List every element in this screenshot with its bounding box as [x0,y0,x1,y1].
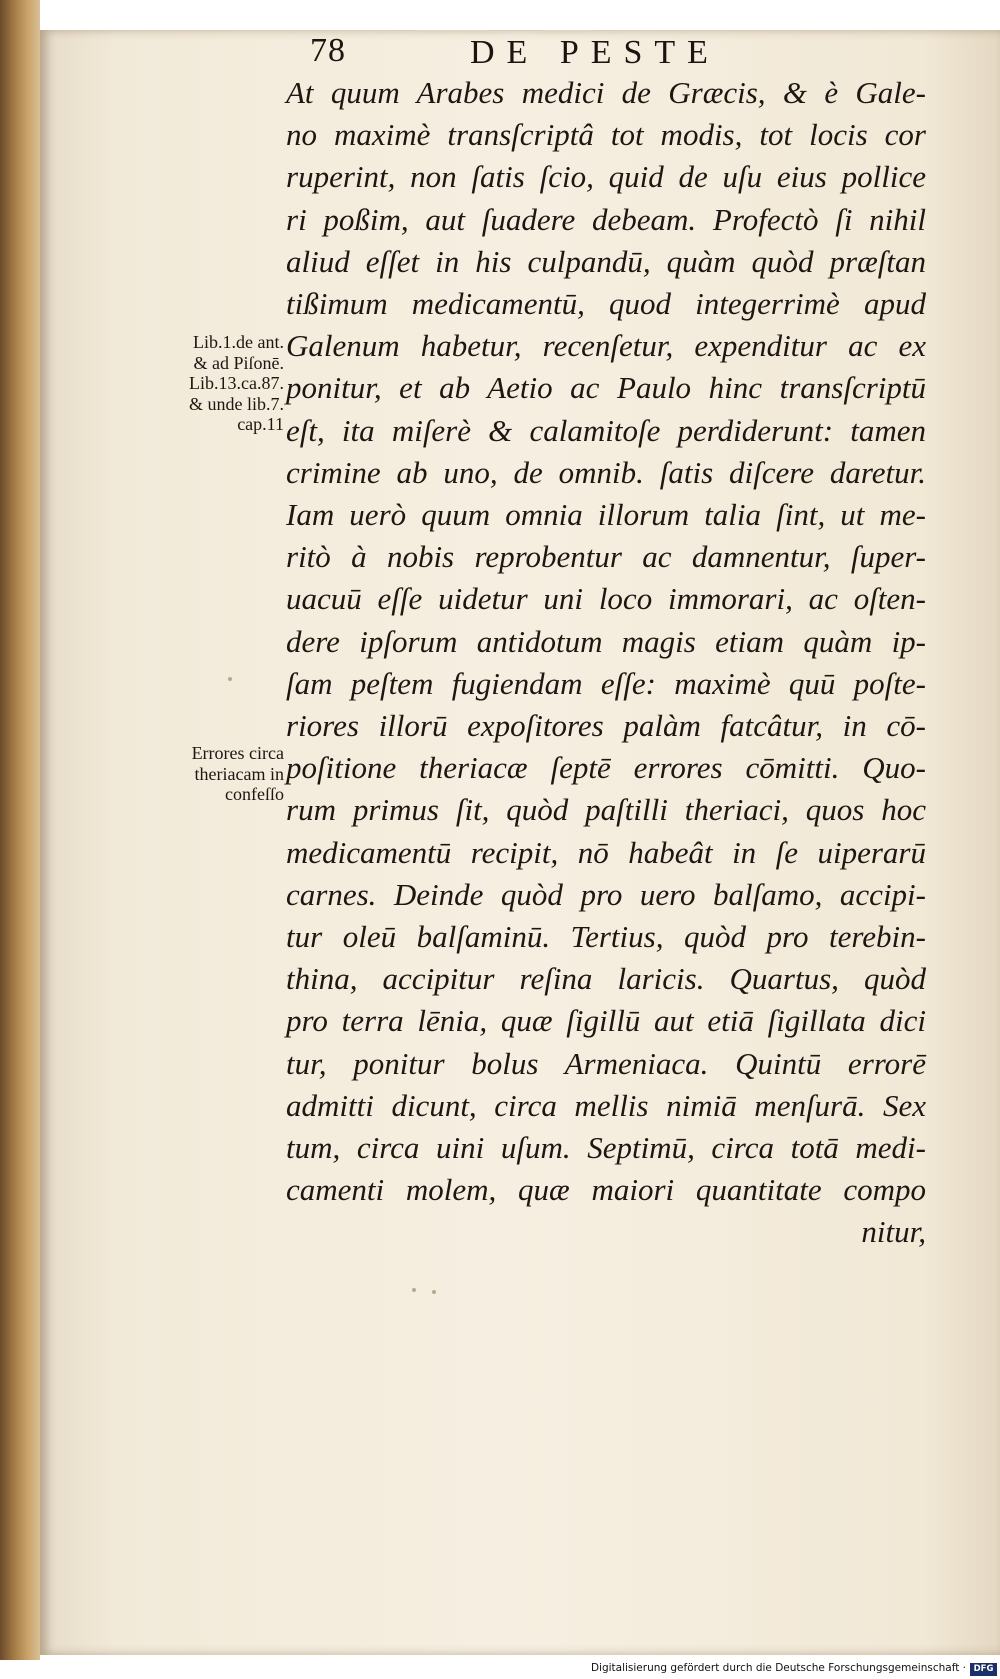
text-line: tum, circa uini uſum. Septimū, circa totā medi- [286,1130,926,1166]
text-line: crimine ab uno, de omnib. ſatis diſcere daretur. [286,454,926,490]
text-line: Galenum habetur, recenſetur, expenditur ac ex [286,328,926,364]
text-line: Iam uerò quum omnia illorum talia ſint, ut me- [286,497,926,533]
text-line: ritò à nobis reprobentur ac damnentur, ſuper- [286,539,926,575]
text-line: riores illorū expoſitores palàm fatcâtur, in cō- [286,708,926,744]
marginal-note-line: theriacam in [194,763,284,784]
paper-speck [228,677,232,681]
text-line: ponitur, et ab Aetio ac Paulo hinc transſcriptū [286,370,926,406]
dfg-logo: DFG [970,1663,997,1676]
text-line: tur, ponitur bolus Armeniaca. Quintū errorē [286,1045,926,1081]
text-line: dere ipſorum antidotum magis etiam quàm ip- [286,623,926,659]
marginal-note-line: Lib.13.ca.87. [189,373,284,393]
text-line: carnes. Deinde quòd pro uero balſamo, accipi- [286,876,926,912]
funding-credit: Digitalisierung gefördert durch die Deutsche Forschungsgemeinschaft · [590,1662,966,1674]
text-line: eſt, ita miſerè & calamitoſe perdiderunt: tamen [286,412,926,448]
text-line: camenti molem, quæ maiori quantitate compo [286,1172,926,1208]
catchword-line: nitur, [861,1214,926,1250]
text-line: At quum Arabes medici de Græcis, & è Gale- [286,75,926,110]
text-line: rum primus ſit, quòd paſtilli theriaci, quos hoc [286,792,926,828]
marginal-note-line: cap.11 [237,414,284,434]
marginal-note-line: Errores circa [191,743,284,763]
marginal-note-references [136,332,284,435]
book-spine-edge [0,0,40,1660]
text-line: no maximè transſcriptâ tot modis, tot locis cor [286,117,926,153]
digitization-footer [0,1660,1000,1679]
text-line: tißimum medicamentū, quod integerrimè apud [286,286,926,322]
running-title: DE PESTE [470,34,720,71]
marginal-note-line: Lib.1.de ant. [193,332,284,352]
text-line: pro terra lēnia, quæ ſigillū aut etiā ſigillata dici [286,1003,926,1039]
text-line: poſitione theriacæ ſeptē errores cōmitti. Quo- [286,750,926,786]
text-line: ruperint, non ſatis ſcio, quid de uſu eius pollice [286,159,926,195]
text-line: uacuū eſſe uidetur uni loco immorari, ac oſten- [286,581,926,617]
text-line: admitti dicunt, circa mellis nimiā menſurā. Sex [286,1087,926,1123]
marginal-note-line: & ad Piſonē. [193,352,284,373]
text-line: ri poßim, aut ſuadere debeam. Profectò ſi nihil [286,201,926,237]
text-line: tur oleū balſaminū. Tertius, quòd pro terebin- [286,919,926,955]
marginal-note-line: confeſſo [225,784,284,804]
page-number: 78 [310,32,346,69]
text-line: medicamentū recipit, nō habeât in ſe uiperarū [286,834,926,870]
text-line: aliud eſſet in his culpandū, quàm quòd præſtan [286,243,926,279]
marginal-note-line: & unde lib.7. [189,393,284,414]
paper-speck [432,1290,436,1294]
marginal-note-errors [136,743,284,805]
paper-speck [412,1288,416,1292]
main-text-block [286,72,926,1254]
text-line: thina, accipitur reſina laricis. Quartus, quòd [286,961,926,997]
text-line: ſam peſtem fugiendam eſſe: maximè quū poſte- [286,665,926,701]
